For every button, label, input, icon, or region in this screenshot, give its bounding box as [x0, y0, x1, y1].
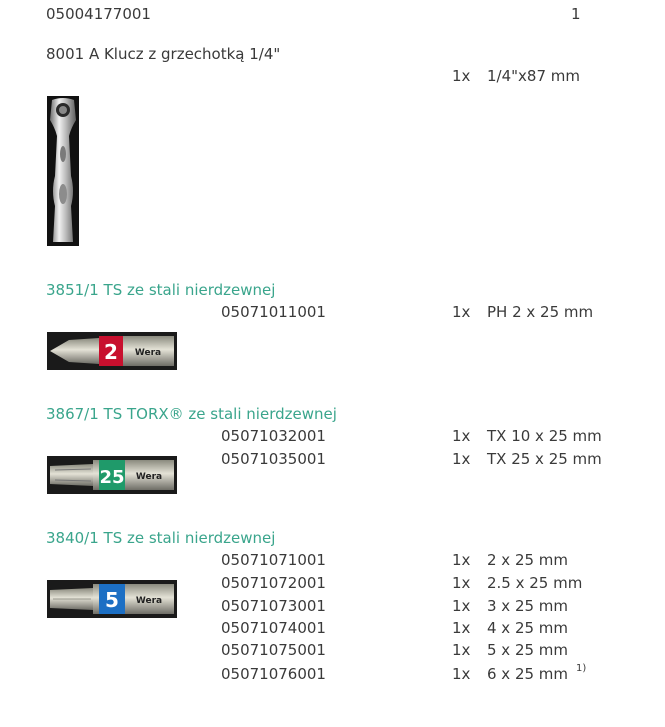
item-qty: 1x	[452, 619, 471, 637]
item-qty: 1x	[452, 597, 471, 615]
item-desc: TX 10 x 25 mm	[487, 427, 602, 445]
item-qty: 1x	[452, 665, 471, 683]
item-qty: 1x	[452, 574, 471, 592]
item-desc: 3 x 25 mm	[487, 597, 569, 615]
item-code: 05071076001	[221, 665, 326, 683]
item-desc: TX 25 x 25 mm	[487, 450, 602, 468]
phillips-bit-icon	[47, 332, 177, 370]
article-quantity: 1	[571, 5, 581, 23]
ratchet-desc: 1/4"x87 mm	[487, 67, 580, 85]
brand-logo: Wera	[135, 596, 163, 606]
bit-size-label: 2	[104, 340, 118, 364]
item-desc: 2 x 25 mm	[487, 551, 569, 569]
bit-size-label: 25	[99, 467, 125, 488]
item-desc: 2.5 x 25 mm	[487, 574, 583, 592]
item-code: 05071074001	[221, 619, 326, 637]
item-qty: 1x	[452, 427, 471, 445]
item-qty: 1x	[452, 450, 471, 468]
item-code: 05071011001	[221, 303, 326, 321]
item-code: 05071071001	[221, 551, 326, 569]
article-number: 05004177001	[46, 5, 151, 23]
item-qty: 1x	[452, 303, 471, 321]
item-code: 05071035001	[221, 450, 326, 468]
item-code: 05071073001	[221, 597, 326, 615]
torx-bit-icon	[47, 456, 177, 494]
bit-size-label: 5	[105, 588, 119, 612]
item-code: 05071072001	[221, 574, 326, 592]
footnote-marker: 1)	[576, 663, 587, 674]
section-title-tx: 3867/1 TS TORX® ze stali nierdzewnej	[46, 405, 337, 423]
item-qty: 1x	[452, 641, 471, 659]
hex-bit-icon	[47, 580, 177, 618]
section-title-hex: 3840/1 TS ze stali nierdzewnej	[46, 529, 276, 547]
item-qty: 1x	[452, 551, 471, 569]
brand-logo: Wera	[135, 472, 163, 482]
section-title-ph: 3851/1 TS ze stali nierdzewnej	[46, 281, 276, 299]
item-desc: 4 x 25 mm	[487, 619, 569, 637]
item-code: 05071075001	[221, 641, 326, 659]
item-desc: 6 x 25 mm	[487, 665, 569, 683]
item-desc: 5 x 25 mm	[487, 641, 569, 659]
ratchet-title: 8001 A Klucz z grzechotką 1/4"	[46, 45, 281, 63]
item-code: 05071032001	[221, 427, 326, 445]
brand-logo: Wera	[134, 348, 162, 358]
ratchet-icon	[47, 96, 79, 246]
item-desc: PH 2 x 25 mm	[487, 303, 594, 321]
ratchet-qty: 1x	[452, 67, 471, 85]
